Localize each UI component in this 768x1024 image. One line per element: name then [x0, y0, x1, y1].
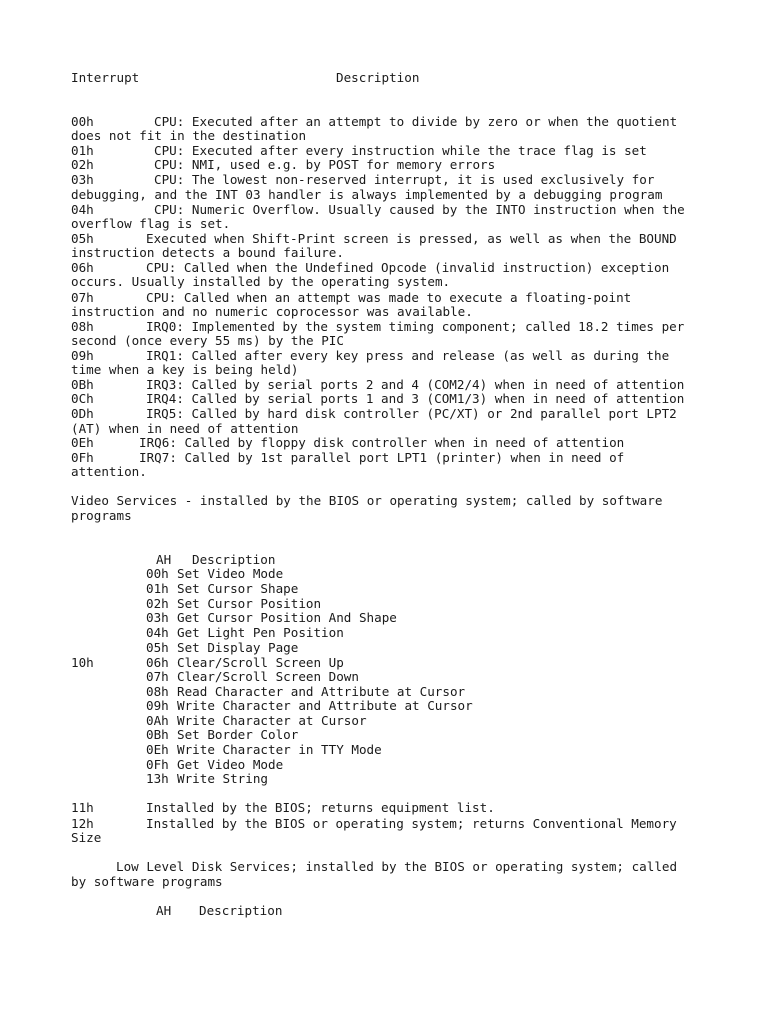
interrupt-description: CPU: Numeric Overflow. Usually caused by the INTO instruction when the [154, 202, 685, 217]
interrupt-description: attention. [71, 464, 147, 479]
interrupt-code: 02h [71, 157, 94, 172]
interrupt-description: second (once every 55 ms) by the PIC [71, 333, 344, 348]
interrupt-code: 0Ch [71, 391, 94, 406]
interrupt-description: time when a key is being held) [71, 362, 299, 377]
interrupt-description: CPU: Executed after every instruction while the trace flag is set [154, 143, 647, 158]
interrupt-description: instruction and no numeric coprocessor was available. [71, 304, 473, 319]
function-description: Clear/Scroll Screen Up [177, 655, 344, 670]
function-ah-code: 0Eh [146, 742, 169, 757]
interrupt-code: 00h [71, 114, 94, 129]
interrupt-code: 05h [71, 231, 94, 246]
interrupt-code: 03h [71, 172, 94, 187]
interrupt-description: (AT) when in need of attention [71, 421, 299, 436]
function-description: Write String [177, 771, 268, 786]
interrupt-description: CPU: The lowest non-reserved interrupt, it is used exclusively for [154, 172, 655, 187]
interrupt-description: CPU: NMI, used e.g. by POST for memory errors [154, 157, 496, 172]
function-ah-code: 0Ah [146, 713, 169, 728]
interrupt-description: debugging, and the INT 03 handler is always implemented by a debugging program [71, 187, 663, 202]
function-description: Clear/Scroll Screen Down [177, 669, 359, 684]
function-ah-code: 03h [146, 610, 169, 625]
interrupt-code: 04h [71, 202, 94, 217]
interrupt-code: 0Bh [71, 377, 94, 392]
interrupt-description: IRQ4: Called by serial ports 1 and 3 (COM1/3) when in need of attention [146, 391, 685, 406]
interrupt-description: does not fit in the destination [71, 128, 307, 143]
function-ah-code: 0Fh [146, 757, 169, 772]
function-description: Set Video Mode [177, 566, 284, 581]
function-description: Read Character and Attribute at Cursor [177, 684, 466, 699]
ah-column-header: AH [156, 903, 172, 918]
interrupt-code: 0Dh [71, 406, 94, 421]
section-intro: Low Level Disk Services; installed by the BIOS or operating system; called [116, 859, 678, 874]
function-ah-code: 01h [146, 581, 169, 596]
interrupt-description: IRQ5: Called by hard disk controller (PC/XT) or 2nd parallel port LPT2 [146, 406, 677, 421]
function-description: Write Character at Cursor [177, 713, 367, 728]
interrupt-description: Size [71, 830, 102, 845]
section-intro: by software programs [71, 874, 223, 889]
interrupt-code: 11h [71, 800, 94, 815]
interrupt-code: 0Fh [71, 450, 94, 465]
interrupt-description: Installed by the BIOS or operating system; returns Conventional Memory [146, 816, 677, 831]
interrupt-code: 09h [71, 348, 94, 363]
interrupt-description: CPU: Called when an attempt was made to execute a floating-point [146, 290, 632, 305]
interrupt-description: CPU: Called when the Undefined Opcode (invalid instruction) exception [146, 260, 670, 275]
description-column-header: Description [199, 903, 283, 918]
ah-column-header: AH [156, 552, 172, 567]
function-description: Set Cursor Position [177, 596, 322, 611]
interrupt-description: instruction detects a bound failure. [71, 245, 344, 260]
interrupt-description: IRQ1: Called after every key press and release (as well as during the [146, 348, 670, 363]
section-intro: programs [71, 508, 132, 523]
interrupt-code: 0Eh [71, 435, 94, 450]
function-ah-code: 13h [146, 771, 169, 786]
function-description: Set Cursor Shape [177, 581, 299, 596]
function-description: Get Video Mode [177, 757, 284, 772]
function-ah-code: 05h [146, 640, 169, 655]
function-description: Get Cursor Position And Shape [177, 610, 397, 625]
function-ah-code: 09h [146, 698, 169, 713]
interrupt-description: CPU: Executed after an attempt to divide by zero or when the quotient [154, 114, 678, 129]
function-description: Write Character and Attribute at Cursor [177, 698, 473, 713]
function-ah-code: 06h [146, 655, 169, 670]
interrupt-description: IRQ3: Called by serial ports 2 and 4 (COM2/4) when in need of attention [146, 377, 685, 392]
interrupt-description: IRQ0: Implemented by the system timing component; called 18.2 times per [146, 319, 685, 334]
interrupt-column-header: Interrupt [71, 70, 140, 85]
interrupt-description: Executed when Shift-Print screen is pressed, as well as when the BOUND [146, 231, 677, 246]
function-description: Set Border Color [177, 727, 299, 742]
description-column-header: Description [336, 70, 420, 85]
function-description: Get Light Pen Position [177, 625, 344, 640]
interrupt-code: 06h [71, 260, 94, 275]
interrupt-code: 12h [71, 816, 94, 831]
interrupt-code: 10h [71, 655, 94, 670]
function-ah-code: 07h [146, 669, 169, 684]
interrupt-description: occurs. Usually installed by the operating system. [71, 274, 451, 289]
function-ah-code: 08h [146, 684, 169, 699]
interrupt-description: Installed by the BIOS; returns equipment list. [146, 800, 495, 815]
description-column-header: Description [192, 552, 276, 567]
function-description: Set Display Page [177, 640, 299, 655]
section-intro: Video Services - installed by the BIOS or operating system; called by software [71, 493, 663, 508]
interrupt-code: 01h [71, 143, 94, 158]
interrupt-code: 08h [71, 319, 94, 334]
function-ah-code: 0Bh [146, 727, 169, 742]
function-ah-code: 04h [146, 625, 169, 640]
function-ah-code: 00h [146, 566, 169, 581]
interrupt-description: IRQ7: Called by 1st parallel port LPT1 (printer) when in need of [139, 450, 625, 465]
function-description: Write Character in TTY Mode [177, 742, 382, 757]
interrupt-code: 07h [71, 290, 94, 305]
function-ah-code: 02h [146, 596, 169, 611]
interrupt-description: overflow flag is set. [71, 216, 231, 231]
interrupt-description: IRQ6: Called by floppy disk controller when in need of attention [139, 435, 625, 450]
